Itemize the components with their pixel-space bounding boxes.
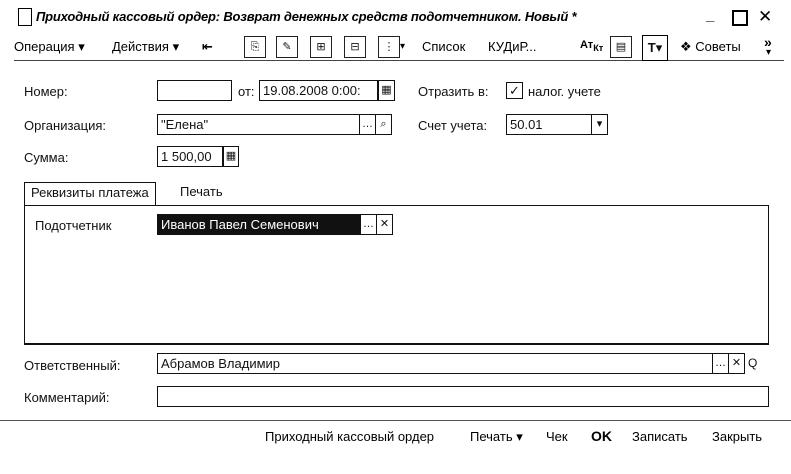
responsible-clear-icon[interactable]: ✕: [728, 353, 745, 374]
document-icon: [18, 8, 32, 26]
comment-input[interactable]: [157, 386, 769, 407]
responsible-input[interactable]: Абрамов Владимир: [157, 353, 713, 374]
accountable-input[interactable]: Иванов Павел Семенович: [157, 214, 361, 235]
dt-kt-icon[interactable]: $Ат_{Кт}$: [580, 39, 604, 54]
overflow-chevron-icon[interactable]: »: [764, 34, 772, 50]
footer-bar: [0, 420, 791, 455]
title-bar: [14, 4, 789, 30]
add-row-icon[interactable]: ⇤: [202, 39, 213, 54]
responsible-label: Ответственный:: [24, 358, 121, 373]
tax-accounting-label: налог. учете: [528, 84, 601, 99]
reflect-label: Отразить в:: [418, 84, 489, 99]
tips-icon: ❖: [680, 39, 692, 54]
list-button[interactable]: Список: [422, 39, 466, 54]
toolbar: [14, 32, 784, 61]
accountable-select-button[interactable]: …: [360, 214, 377, 235]
actions-menu[interactable]: Действия ▾: [112, 39, 180, 54]
minimize-button[interactable]: _: [706, 7, 715, 24]
tips-button[interactable]: [680, 39, 741, 55]
ok-button[interactable]: OK: [591, 428, 612, 444]
org-search-icon[interactable]: ⌕: [375, 114, 392, 135]
account-dropdown-icon[interactable]: ▾: [591, 114, 608, 135]
sum-input[interactable]: 1 500,00: [157, 146, 223, 167]
account-input[interactable]: 50.01: [506, 114, 592, 135]
date-from-label: от:: [238, 84, 255, 99]
maximize-button[interactable]: [732, 10, 748, 26]
calculator-icon[interactable]: ▦: [223, 146, 239, 167]
cash-order-print-button[interactable]: Приходный кассовый ордер: [265, 429, 435, 444]
accountable-clear-icon[interactable]: ✕: [376, 214, 393, 235]
chevron-down-icon[interactable]: ▾: [400, 41, 406, 52]
unpost-doc-icon[interactable]: ⊟: [344, 36, 366, 58]
kudir-button[interactable]: КУДиР...: [488, 39, 537, 54]
account-label: Счет учета:: [418, 118, 488, 133]
date-input[interactable]: 19.08.2008 0:00:: [259, 80, 378, 101]
window-title: Приходный кассовый ордер: Возврат денежных средств подотчетником. Новый *: [36, 9, 577, 24]
tab-bar: [24, 178, 769, 206]
print-menu[interactable]: Печать ▾: [470, 429, 523, 444]
tab-print[interactable]: Печать: [180, 184, 223, 199]
organization-input[interactable]: "Елена": [157, 114, 360, 135]
save-button[interactable]: Записать: [632, 429, 688, 444]
scroll-down-icon[interactable]: ▾: [766, 47, 772, 58]
report-icon[interactable]: ▤: [610, 36, 632, 58]
calendar-icon[interactable]: ▦: [378, 80, 395, 101]
tab-payment-details[interactable]: Реквизиты платежа: [24, 182, 156, 206]
sum-label: Сумма:: [24, 150, 69, 165]
org-select-button[interactable]: …: [359, 114, 376, 135]
tips-label: Советы: [695, 39, 741, 54]
post-doc-icon[interactable]: ⊞: [310, 36, 332, 58]
number-input[interactable]: [157, 80, 232, 101]
responsible-open-icon[interactable]: Q: [748, 356, 758, 370]
edit-doc-icon[interactable]: ✎: [276, 36, 298, 58]
structure-icon[interactable]: ⋮: [378, 36, 400, 58]
close-window-button[interactable]: ✕: [758, 7, 773, 26]
copy-icon[interactable]: ⎘: [244, 36, 266, 58]
text-format-icon[interactable]: T▾: [642, 35, 668, 61]
receipt-button[interactable]: Чек: [546, 429, 568, 444]
accountable-label: Подотчетник: [35, 218, 112, 233]
organization-label: Организация:: [24, 118, 107, 133]
tax-checkbox[interactable]: ✓: [506, 82, 523, 99]
operation-menu[interactable]: Операция ▾: [14, 39, 85, 54]
payment-details-panel: [24, 205, 769, 345]
comment-label: Комментарий:: [24, 390, 110, 405]
number-label: Номер:: [24, 84, 68, 99]
responsible-select-button[interactable]: …: [712, 353, 729, 374]
close-button[interactable]: Закрыть: [712, 429, 763, 444]
